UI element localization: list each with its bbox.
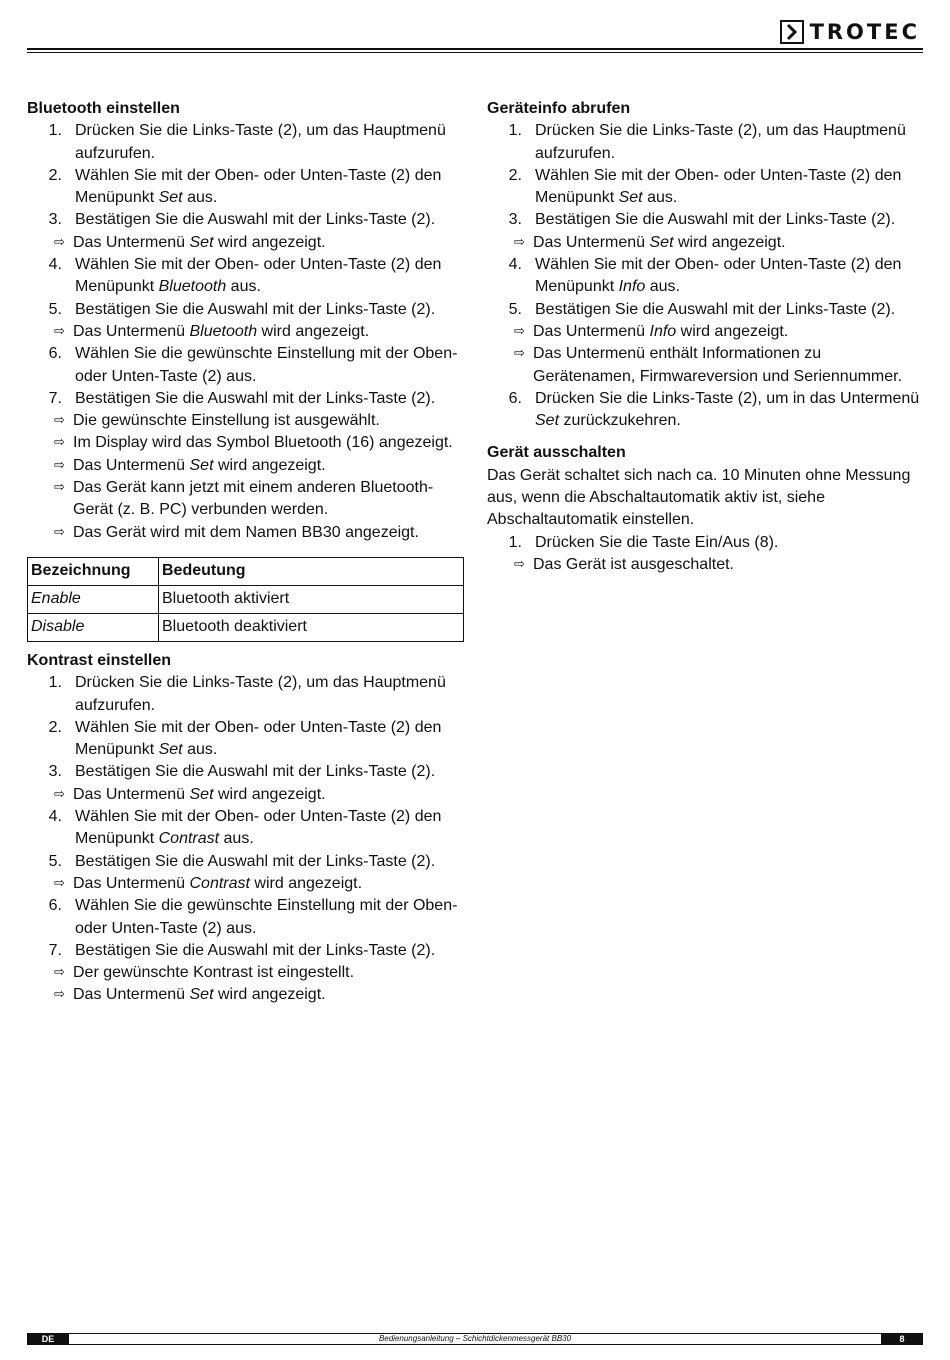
left-column (27, 98, 465, 1007)
result-line (487, 232, 927, 254)
text-run: Bestätigen Sie die Auswahl mit der Links-Taste (2). (535, 300, 896, 318)
list-item (27, 165, 465, 210)
list-item (487, 299, 927, 388)
step-text (62, 672, 465, 717)
step-text (62, 209, 435, 231)
menu-term: Bluetooth (158, 278, 227, 296)
text-run: Wählen Sie mit der Oben- oder Unten-Taste (2) den Menüpunkt (535, 256, 902, 296)
step-text (522, 209, 895, 231)
text-run: wird angezeigt. (213, 785, 326, 803)
result-line (27, 455, 465, 477)
result-text (533, 343, 927, 388)
section-title-switch-off: Gerät ausschalten (487, 444, 626, 462)
text-run: Bestätigen Sie die Auswahl mit der Links-Taste (2). (75, 389, 436, 407)
result-arrow-icon: ⇨ (514, 323, 525, 339)
text-run: zurückzukehren. (559, 412, 681, 430)
text-run: Drücken Sie die Links-Taste (2), um in das Untermenü (535, 389, 920, 407)
text-run: aus. (642, 189, 678, 207)
result-arrow-icon: ⇨ (514, 346, 525, 362)
step-text (522, 532, 778, 554)
switch-off-steps (487, 532, 927, 577)
text-run: Das Untermenü (533, 322, 650, 340)
logo-text: TROTEC (809, 20, 920, 44)
menu-term: Set (618, 189, 643, 207)
menu-term: Info (618, 278, 646, 296)
step-text (62, 717, 465, 762)
table-header-meaning: Bedeutung (159, 557, 464, 585)
text-run: Drücken Sie die Links-Taste (2), um das Hauptmenü aufzurufen. (535, 122, 906, 162)
result-line (487, 554, 927, 576)
text-run: Wählen Sie die gewünschte Einstellung mit der Oben- oder Unten-Taste (2) aus. (75, 897, 458, 937)
result-arrow-icon: ⇨ (54, 413, 65, 429)
table-header-designation: Bezeichnung (28, 557, 159, 585)
device-info-steps (487, 120, 927, 432)
list-item (27, 209, 465, 254)
list-item (487, 209, 927, 254)
list-item (487, 120, 927, 165)
step-text (62, 806, 465, 851)
result-arrow-icon: ⇨ (54, 323, 65, 339)
step-row (27, 851, 465, 873)
step-number: 5. (508, 300, 522, 318)
step-text (62, 388, 435, 410)
step-row (487, 299, 927, 321)
step-number: 6. (508, 389, 522, 407)
right-column (487, 98, 927, 576)
text-run: Wählen Sie mit der Oben- oder Unten-Taste (2) den Menüpunkt (75, 718, 442, 759)
text-run: Das Untermenü (533, 233, 650, 251)
result-text (73, 321, 369, 343)
text-run: aus. (219, 830, 254, 848)
list-item (27, 672, 465, 717)
text-run: Das Gerät ist ausgeschaltet. (533, 555, 734, 573)
table-header-row (28, 557, 464, 585)
step-number: 4. (48, 256, 62, 274)
step-number: 1. (508, 533, 522, 551)
text-run: Das Untermenü (73, 785, 190, 803)
result-arrow-icon: ⇨ (54, 457, 65, 473)
result-arrow-icon: ⇨ (54, 875, 65, 891)
step-row (487, 120, 927, 165)
menu-term: Set (189, 986, 214, 1004)
footer-language: DE (27, 1333, 69, 1345)
menu-term: Info (649, 322, 677, 340)
list-item (487, 532, 927, 577)
result-text (73, 962, 354, 984)
text-run: Das Untermenü (73, 986, 190, 1004)
step-row (487, 209, 927, 231)
step-row (487, 165, 927, 210)
section-title-bluetooth: Bluetooth einstellen (27, 100, 180, 117)
menu-term: Bluetooth (189, 322, 258, 340)
menu-term: Set (649, 233, 674, 251)
text-run: Das Untermenü (73, 233, 190, 251)
text-run: Das Untermenü enthält Informationen zu Gerätenamen, Firmwareversion und Seriennummer. (533, 345, 903, 385)
step-number: 4. (508, 256, 522, 274)
result-line (487, 321, 927, 343)
step-number: 6. (48, 345, 62, 363)
result-line (27, 522, 465, 544)
step-text (522, 254, 927, 299)
contrast-steps (27, 672, 465, 1006)
step-number: 1. (48, 674, 62, 692)
step-number: 2. (48, 718, 62, 736)
trotec-logo (780, 20, 920, 44)
menu-term: Set (189, 233, 214, 251)
text-run: Der gewünschte Kontrast ist eingestellt. (73, 964, 355, 982)
result-arrow-icon: ⇨ (54, 524, 65, 540)
list-item (27, 254, 465, 299)
bluetooth-settings-table (27, 557, 464, 642)
text-run: Das Untermenü (73, 322, 190, 340)
result-text (533, 321, 788, 343)
result-arrow-icon: ⇨ (54, 987, 65, 1003)
step-number: 2. (508, 166, 522, 184)
step-row (27, 388, 465, 410)
result-text (73, 455, 326, 477)
step-row (487, 254, 927, 299)
step-number: 4. (48, 808, 62, 826)
text-run: Bestätigen Sie die Auswahl mit der Links-Taste (2). (75, 300, 436, 318)
result-text (73, 522, 419, 544)
result-text (73, 873, 362, 895)
list-item (27, 761, 465, 806)
step-row (27, 343, 465, 388)
step-row (27, 806, 465, 851)
result-arrow-icon: ⇨ (54, 234, 65, 250)
step-number: 1. (508, 122, 522, 140)
logo-chevron-icon (780, 20, 804, 44)
step-text (62, 165, 465, 210)
step-row (27, 209, 465, 231)
text-run: wird angezeigt. (257, 322, 370, 340)
step-text (62, 299, 435, 321)
menu-term: Set (535, 412, 560, 430)
footer-page-number: 8 (881, 1333, 923, 1345)
text-run: aus. (182, 189, 218, 207)
text-run: Die gewünschte Einstellung ist ausgewählt. (73, 412, 380, 430)
result-text (533, 554, 734, 576)
list-item (27, 895, 465, 940)
header-rule (27, 48, 923, 50)
step-row (27, 299, 465, 321)
step-text (62, 851, 435, 873)
step-number: 3. (508, 211, 522, 229)
result-line (27, 232, 465, 254)
bluetooth-steps (27, 120, 465, 544)
step-text (62, 940, 435, 962)
result-arrow-icon: ⇨ (514, 234, 525, 250)
step-row (27, 120, 465, 165)
result-arrow-icon: ⇨ (54, 435, 65, 451)
step-number: 3. (48, 763, 62, 781)
step-number: 6. (48, 897, 62, 915)
header-rule-thin (27, 52, 923, 53)
step-number: 5. (48, 300, 62, 318)
menu-term: Set (158, 189, 183, 207)
menu-term: Contrast (189, 874, 250, 892)
text-run: Wählen Sie mit der Oben- oder Unten-Taste (2) den Menüpunkt (75, 166, 442, 207)
step-row (27, 165, 465, 210)
step-text (522, 388, 927, 433)
result-line (27, 321, 465, 343)
step-number: 1. (48, 122, 62, 140)
list-item (27, 717, 465, 762)
result-line (27, 477, 465, 522)
result-arrow-icon: ⇨ (54, 965, 65, 981)
result-arrow-icon: ⇨ (514, 556, 525, 572)
switch-off-intro: Das Gerät schaltet sich nach ca. 10 Minuten ohne Messung aus, wenn die Abschaltautomatik aktiv ist, siehe Abschaltautomatik einstellen. (487, 466, 911, 529)
step-number: 3. (48, 211, 62, 229)
result-text (73, 410, 380, 432)
step-row (27, 895, 465, 940)
table-cell-designation: Enable (28, 585, 159, 613)
text-run: Wählen Sie mit der Oben- oder Unten-Taste (2) den Menüpunkt (535, 166, 902, 207)
result-text (73, 984, 326, 1006)
text-run: Drücken Sie die Taste Ein/Aus (8). (535, 533, 779, 551)
text-run: Bestätigen Sie die Auswahl mit der Links-Taste (2). (75, 941, 436, 959)
text-run: Wählen Sie mit der Oben- oder Unten-Taste (2) den Menüpunkt (75, 256, 442, 296)
section-title-device-info: Geräteinfo abrufen (487, 100, 631, 117)
step-row (487, 532, 927, 554)
text-run: Bestätigen Sie die Auswahl mit der Links-Taste (2). (75, 211, 436, 229)
step-text (522, 165, 927, 210)
list-item (27, 299, 465, 344)
menu-term: Set (189, 456, 214, 474)
text-run: Bestätigen Sie die Auswahl mit der Links-Taste (2). (75, 763, 436, 781)
text-run: wird angezeigt. (676, 322, 789, 340)
list-item (487, 165, 927, 210)
result-line (27, 432, 465, 454)
result-text (73, 432, 453, 454)
step-row (487, 388, 927, 433)
result-line (27, 784, 465, 806)
text-run: wird angezeigt. (249, 874, 363, 892)
text-run: Das Gerät wird mit dem Namen BB30 angezeigt. (73, 523, 419, 541)
page-footer (27, 1333, 923, 1345)
text-run: wird angezeigt. (213, 456, 326, 474)
step-text (522, 120, 927, 165)
text-run: aus. (645, 278, 680, 296)
text-run: Bestätigen Sie die Auswahl mit der Links-Taste (2). (535, 211, 896, 229)
step-text (522, 299, 895, 321)
list-item (27, 388, 465, 544)
table-row (28, 585, 464, 613)
text-run: wird angezeigt. (213, 986, 326, 1004)
list-item (27, 940, 465, 1007)
result-line (27, 962, 465, 984)
step-row (27, 761, 465, 783)
text-run: aus. (182, 741, 218, 759)
step-row (27, 254, 465, 299)
step-text (62, 761, 435, 783)
text-run: Das Gerät kann jetzt mit einem anderen Bluetooth-Gerät (z. B. PC) verbunden werden. (73, 479, 434, 519)
list-item (27, 120, 465, 165)
step-text (62, 120, 465, 165)
list-item (487, 388, 927, 433)
text-run: Wählen Sie die gewünschte Einstellung mit der Oben- oder Unten-Taste (2) aus. (75, 345, 458, 385)
text-run: Im Display wird das Symbol Bluetooth (16) angezeigt. (73, 434, 453, 452)
table-row (28, 613, 464, 641)
menu-term: Set (158, 741, 183, 759)
text-run: Wählen Sie mit der Oben- oder Unten-Taste (2) den Menüpunkt (75, 808, 442, 848)
step-row (27, 672, 465, 717)
result-arrow-icon: ⇨ (54, 786, 65, 802)
step-number: 7. (48, 941, 62, 959)
list-item (27, 806, 465, 851)
step-number: 5. (48, 852, 62, 870)
result-arrow-icon: ⇨ (54, 480, 65, 496)
section-title-contrast: Kontrast einstellen (27, 651, 172, 669)
text-run: Das Untermenü (73, 874, 190, 892)
step-row (27, 940, 465, 962)
step-row (27, 717, 465, 762)
result-line (27, 410, 465, 432)
result-line (27, 873, 465, 895)
step-text (62, 254, 465, 299)
menu-term: Contrast (158, 830, 220, 848)
result-line (487, 343, 927, 388)
result-text (533, 232, 786, 254)
step-number: 2. (48, 166, 62, 184)
menu-term: Set (189, 785, 214, 803)
text-run: Drücken Sie die Links-Taste (2), um das Hauptmenü aufzurufen. (75, 122, 446, 162)
list-item (487, 254, 927, 299)
step-text (62, 895, 465, 940)
table-cell-designation: Disable (28, 613, 159, 641)
text-run: wird angezeigt. (213, 233, 326, 251)
result-line (27, 984, 465, 1006)
result-text (73, 784, 326, 806)
table-cell-meaning: Bluetooth aktiviert (159, 585, 464, 613)
step-number: 7. (48, 389, 62, 407)
table-cell-meaning: Bluetooth deaktiviert (159, 613, 464, 641)
list-item (27, 851, 465, 896)
list-item (27, 343, 465, 388)
step-text (62, 343, 465, 388)
text-run: Bestätigen Sie die Auswahl mit der Links-Taste (2). (75, 852, 436, 870)
text-run: wird angezeigt. (673, 233, 786, 251)
text-run: Drücken Sie die Links-Taste (2), um das Hauptmenü aufzurufen. (75, 674, 446, 714)
result-text (73, 232, 326, 254)
result-text (73, 477, 465, 522)
text-run: Das Untermenü (73, 456, 190, 474)
text-run: aus. (226, 278, 261, 296)
footer-title: Bedienungsanleitung – Schichtdickenmessgerät BB30 (378, 1334, 572, 1343)
